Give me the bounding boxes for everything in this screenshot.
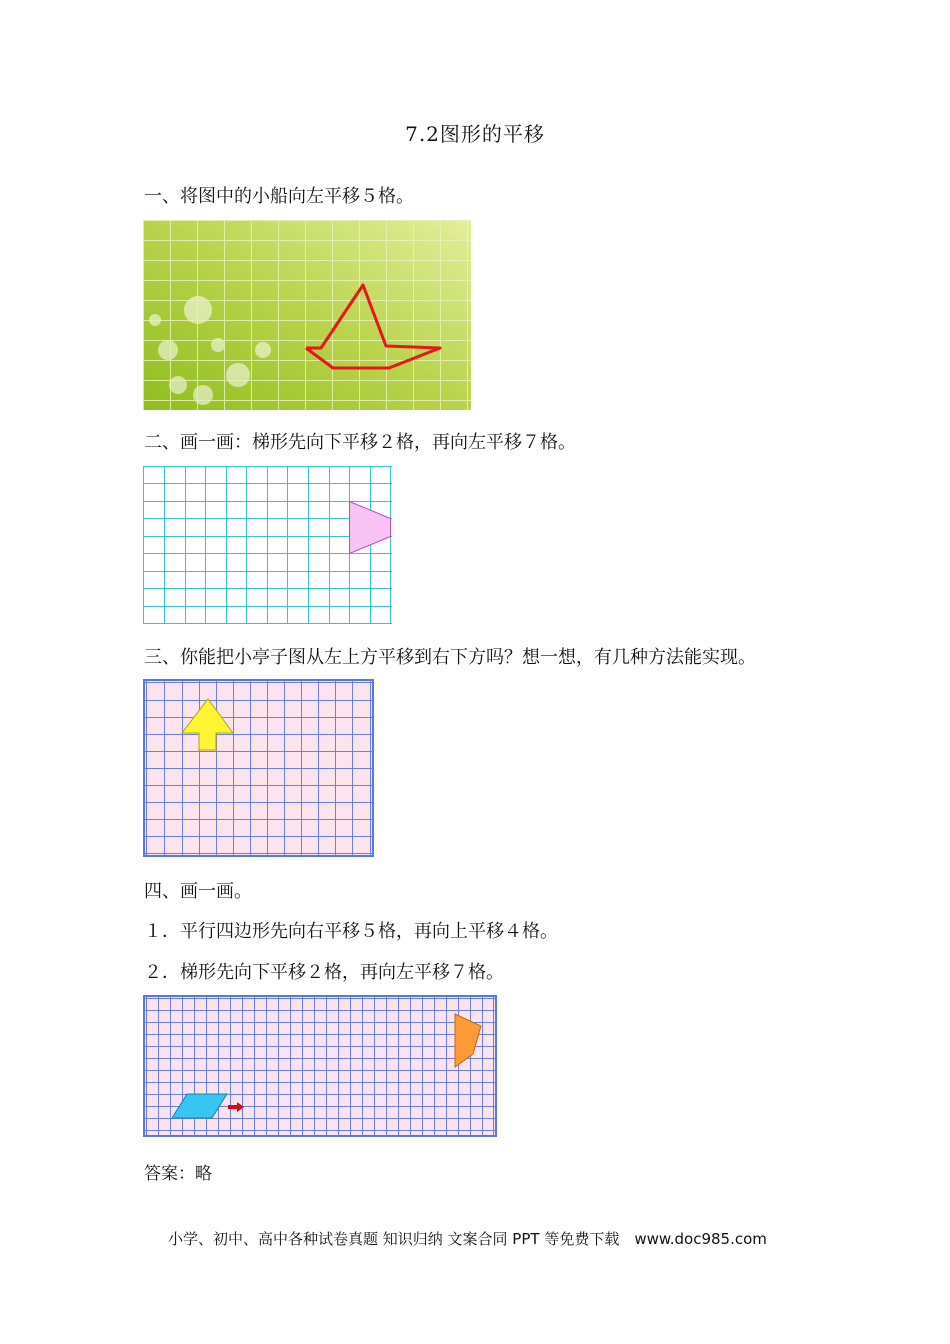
question-1: 一、将图中的小船向左平移５格。 xyxy=(144,186,414,207)
shapes-grid-figure xyxy=(143,995,497,1137)
footer-text: 小学、初中、高中各种试卷真题 知识归纳 文案合同 PPT 等免费下载 www.doc985.com xyxy=(168,1230,767,1248)
question-4: 四、画一画。 xyxy=(144,881,252,902)
page-title: 7.2图形的平移 xyxy=(405,122,545,146)
trapezoid-grid-figure xyxy=(143,466,392,624)
question-4-item-2: ２．梯形先向下平移２格，再向左平移７格。 xyxy=(144,962,504,983)
pavilion-grid-figure xyxy=(143,679,374,857)
question-4-item-1: １．平行四边形先向右平移５格，再向上平移４格。 xyxy=(144,921,558,942)
question-2: 二、画一画：梯形先向下平移２格，再向左平移７格。 xyxy=(144,432,576,453)
answer-text: 答案：略 xyxy=(144,1164,212,1184)
question-3: 三、你能把小亭子图从左上方平移到右下方吗？想一想，有几种方法能实现。 xyxy=(144,647,756,668)
boat-grid-figure xyxy=(143,220,471,410)
